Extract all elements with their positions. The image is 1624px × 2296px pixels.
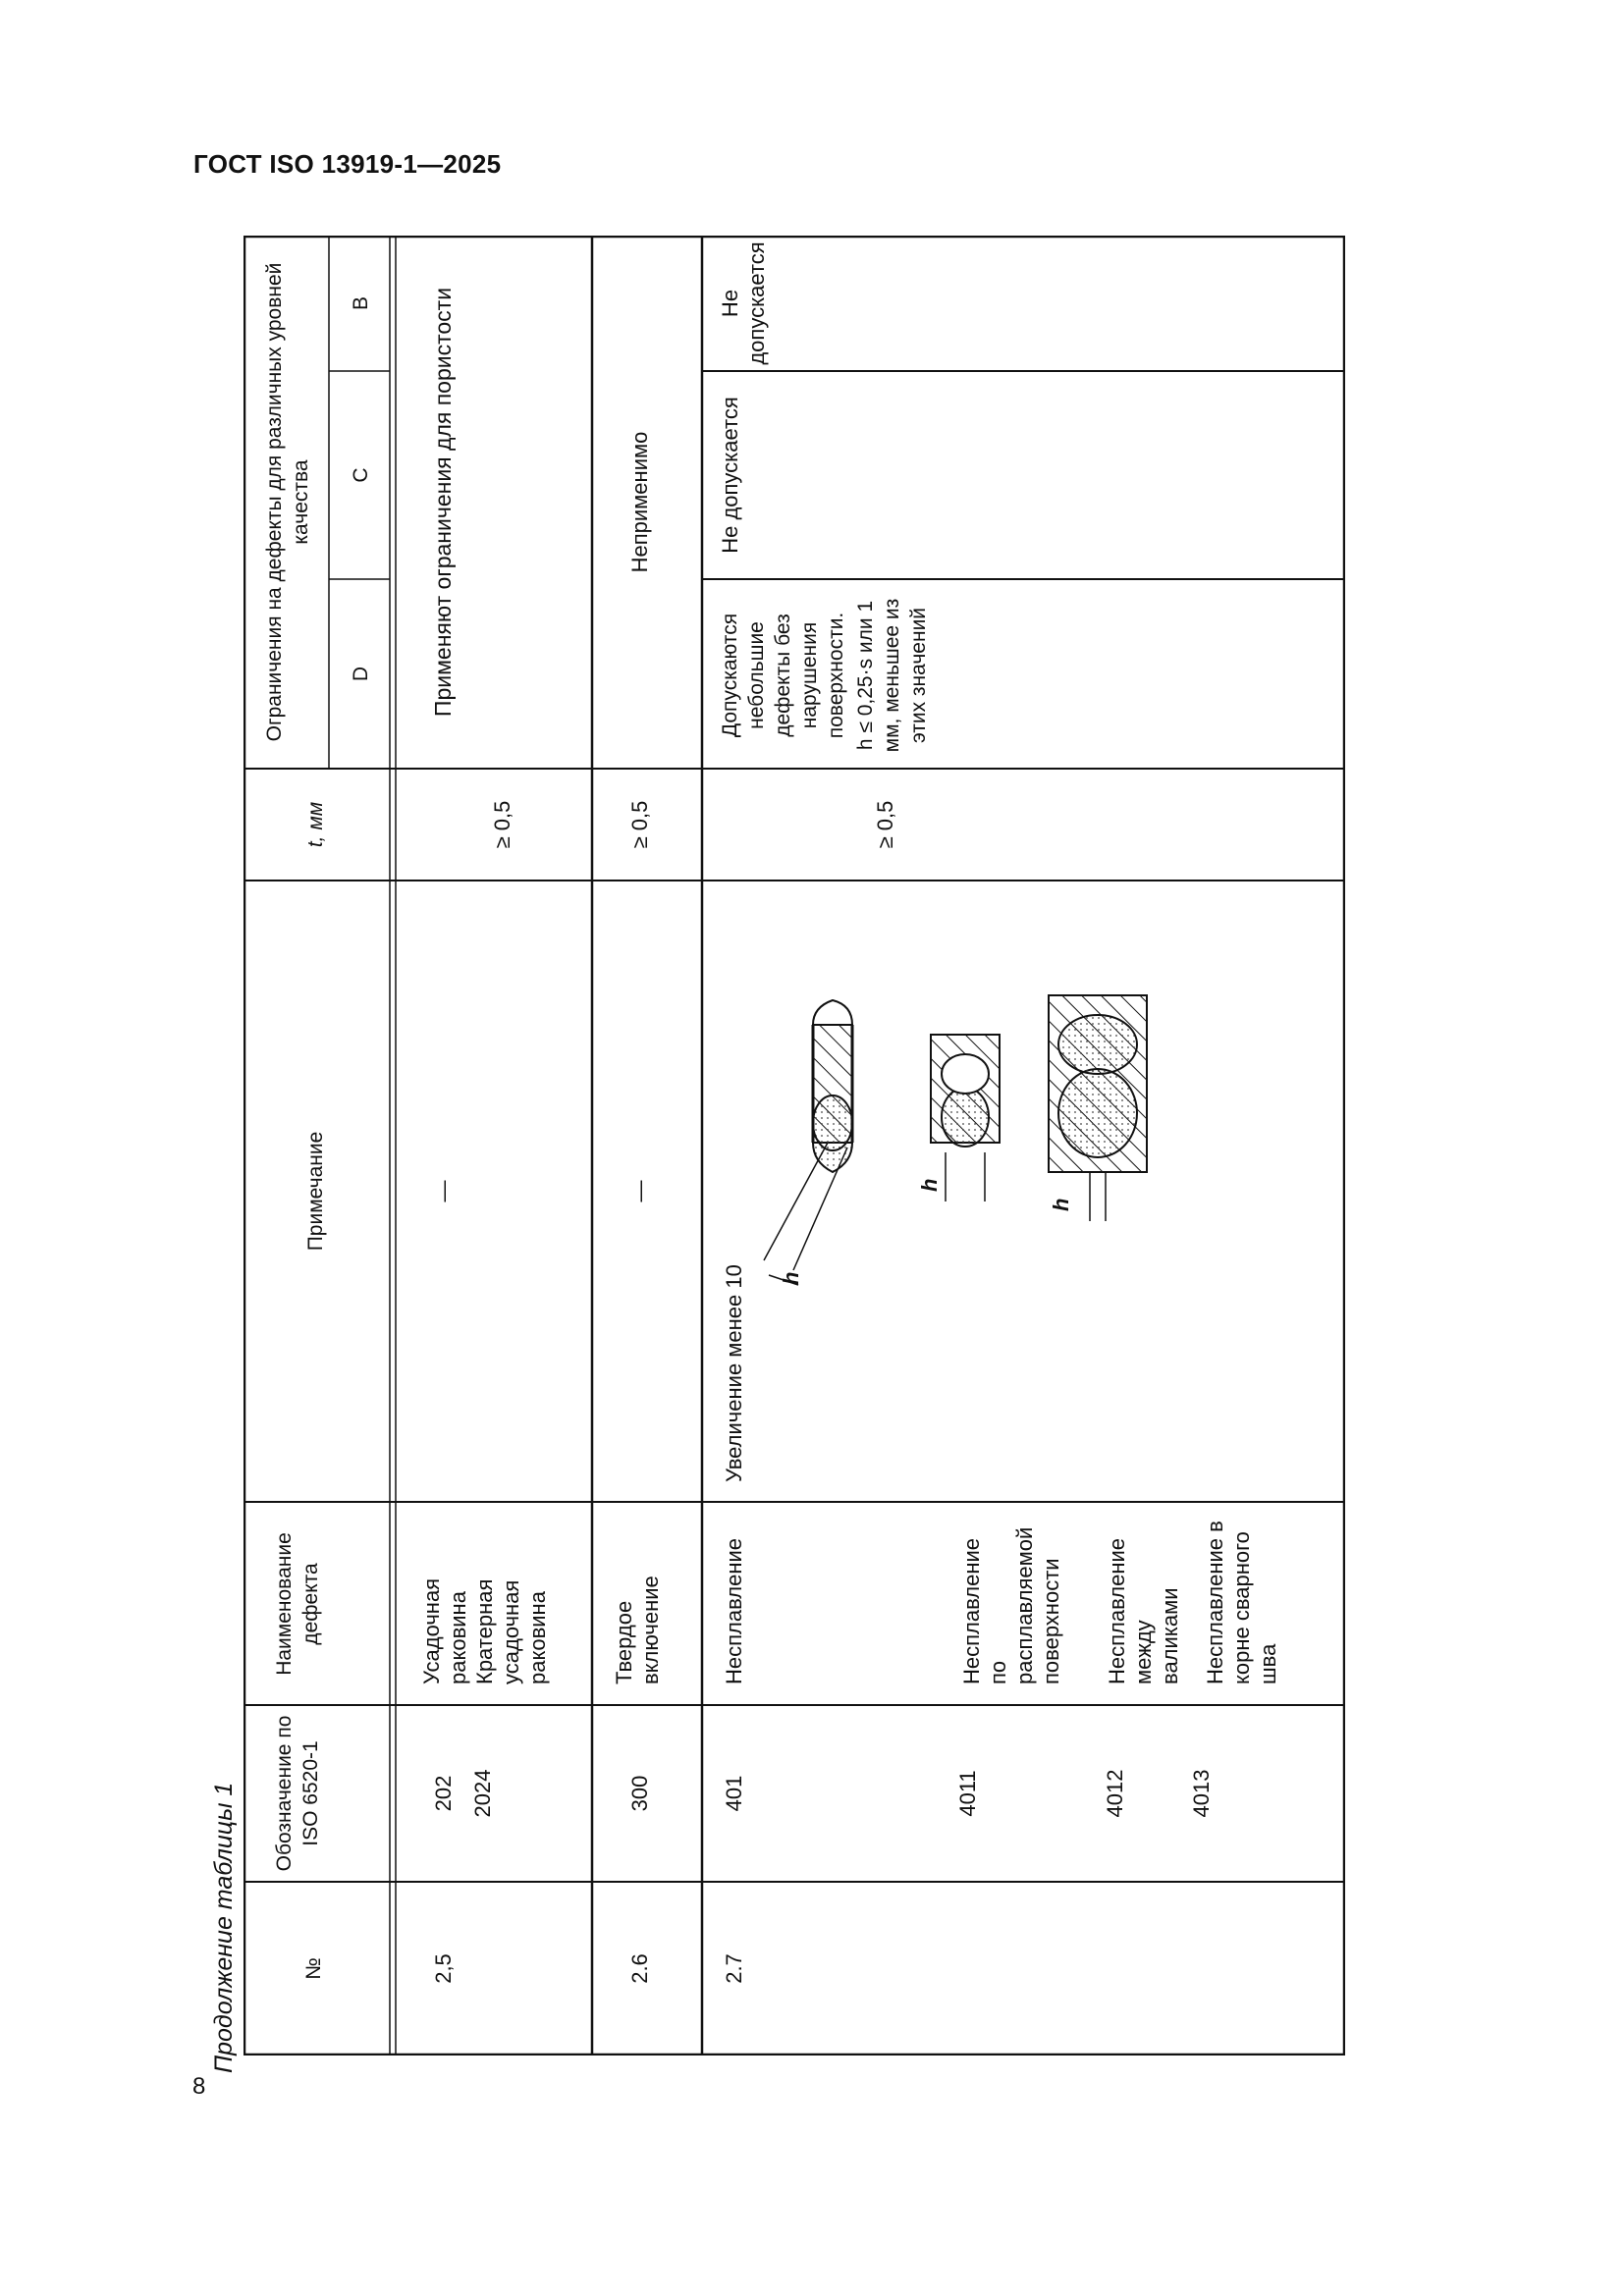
- header-note: Примечание: [304, 1131, 327, 1252]
- row-2-7-limit-c: Не допускается: [718, 397, 742, 554]
- weld-diagram: [754, 936, 1304, 1368]
- svg-text:h: h: [917, 1178, 942, 1192]
- document-header: ГОСТ ISO 13919-1—2025: [193, 149, 502, 179]
- row-2-7-note: Увеличение менее 10: [722, 1264, 746, 1482]
- row-2-7-name-401: Несплавление: [722, 1537, 746, 1684]
- row-2-7-limit-d-1: Допускаются небольшие дефекты без нарушения поверхности.: [719, 612, 847, 739]
- row-2-7-code-4011: 4011: [955, 1770, 980, 1817]
- row-2-6-t: ≥ 0,5: [627, 800, 652, 849]
- row-2-5-code-202: 202: [431, 1775, 456, 1812]
- header-t: t, мм: [304, 801, 327, 848]
- row-2-7-code-401: 401: [722, 1775, 746, 1812]
- row-2-6-name: Твердое включение: [612, 1575, 663, 1684]
- row-2-7-no: 2.7: [722, 1953, 746, 1984]
- header-level-d: D: [350, 666, 372, 682]
- row-2-5-t: ≥ 0,5: [490, 800, 514, 849]
- row-2-5-name-2: Кратерная усадочная раковина: [472, 1578, 550, 1684]
- row-2-6-limit: Неприменимо: [627, 431, 652, 573]
- row-2-7-name-4012: Несплавление между валиками: [1105, 1537, 1182, 1684]
- header-level-b: B: [350, 296, 372, 311]
- header-designation: Обозначение по ISO 6520-1: [273, 1715, 322, 1872]
- header-name: Наименование дефекта: [273, 1532, 322, 1676]
- svg-text:h: h: [779, 1271, 803, 1285]
- header-limits: Ограничения на дефекты для различных уровней качества: [263, 262, 312, 742]
- rotated-table: [244, 236, 1345, 2056]
- page-number: 8: [192, 2073, 206, 2100]
- row-2-7-t: ≥ 0,5: [873, 800, 897, 849]
- row-2-5-no: 2,5: [431, 1953, 456, 1984]
- row-2-5-limit: Применяют ограничения для пористости: [430, 287, 456, 718]
- figure-4011: [764, 1000, 852, 1285]
- row-2-5-name-1: Усадочная раковина: [419, 1577, 470, 1684]
- row-2-7-name-4013: Несплавление в корне сварного шва: [1203, 1521, 1280, 1684]
- header-level-c: C: [350, 467, 372, 483]
- row-2-5-note: —: [431, 1180, 456, 1202]
- row-2-7-limit-b: Не допускается: [718, 241, 769, 365]
- row-2-7-code-4012: 4012: [1103, 1769, 1127, 1818]
- svg-text:h: h: [1049, 1198, 1073, 1211]
- row-2-7-code-4013: 4013: [1189, 1769, 1214, 1818]
- row-2-7-limit-d-2: h ≤ 0,25·s или 1 мм, меньшее из этих значений: [854, 598, 930, 753]
- row-2-6-no: 2.6: [627, 1953, 652, 1984]
- header-no: №: [302, 1957, 325, 1980]
- row-2-6-code: 300: [627, 1775, 652, 1812]
- row-2-6-note: —: [627, 1180, 652, 1202]
- row-2-5-code-2024: 2024: [470, 1769, 495, 1818]
- figure-4013: [1049, 995, 1147, 1221]
- row-2-7-name-4011: Несплавление по расплавляемой поверхности: [959, 1526, 1063, 1684]
- figure-4012: [917, 1035, 1000, 1201]
- table-caption: Продолжение таблицы 1: [210, 1782, 238, 2073]
